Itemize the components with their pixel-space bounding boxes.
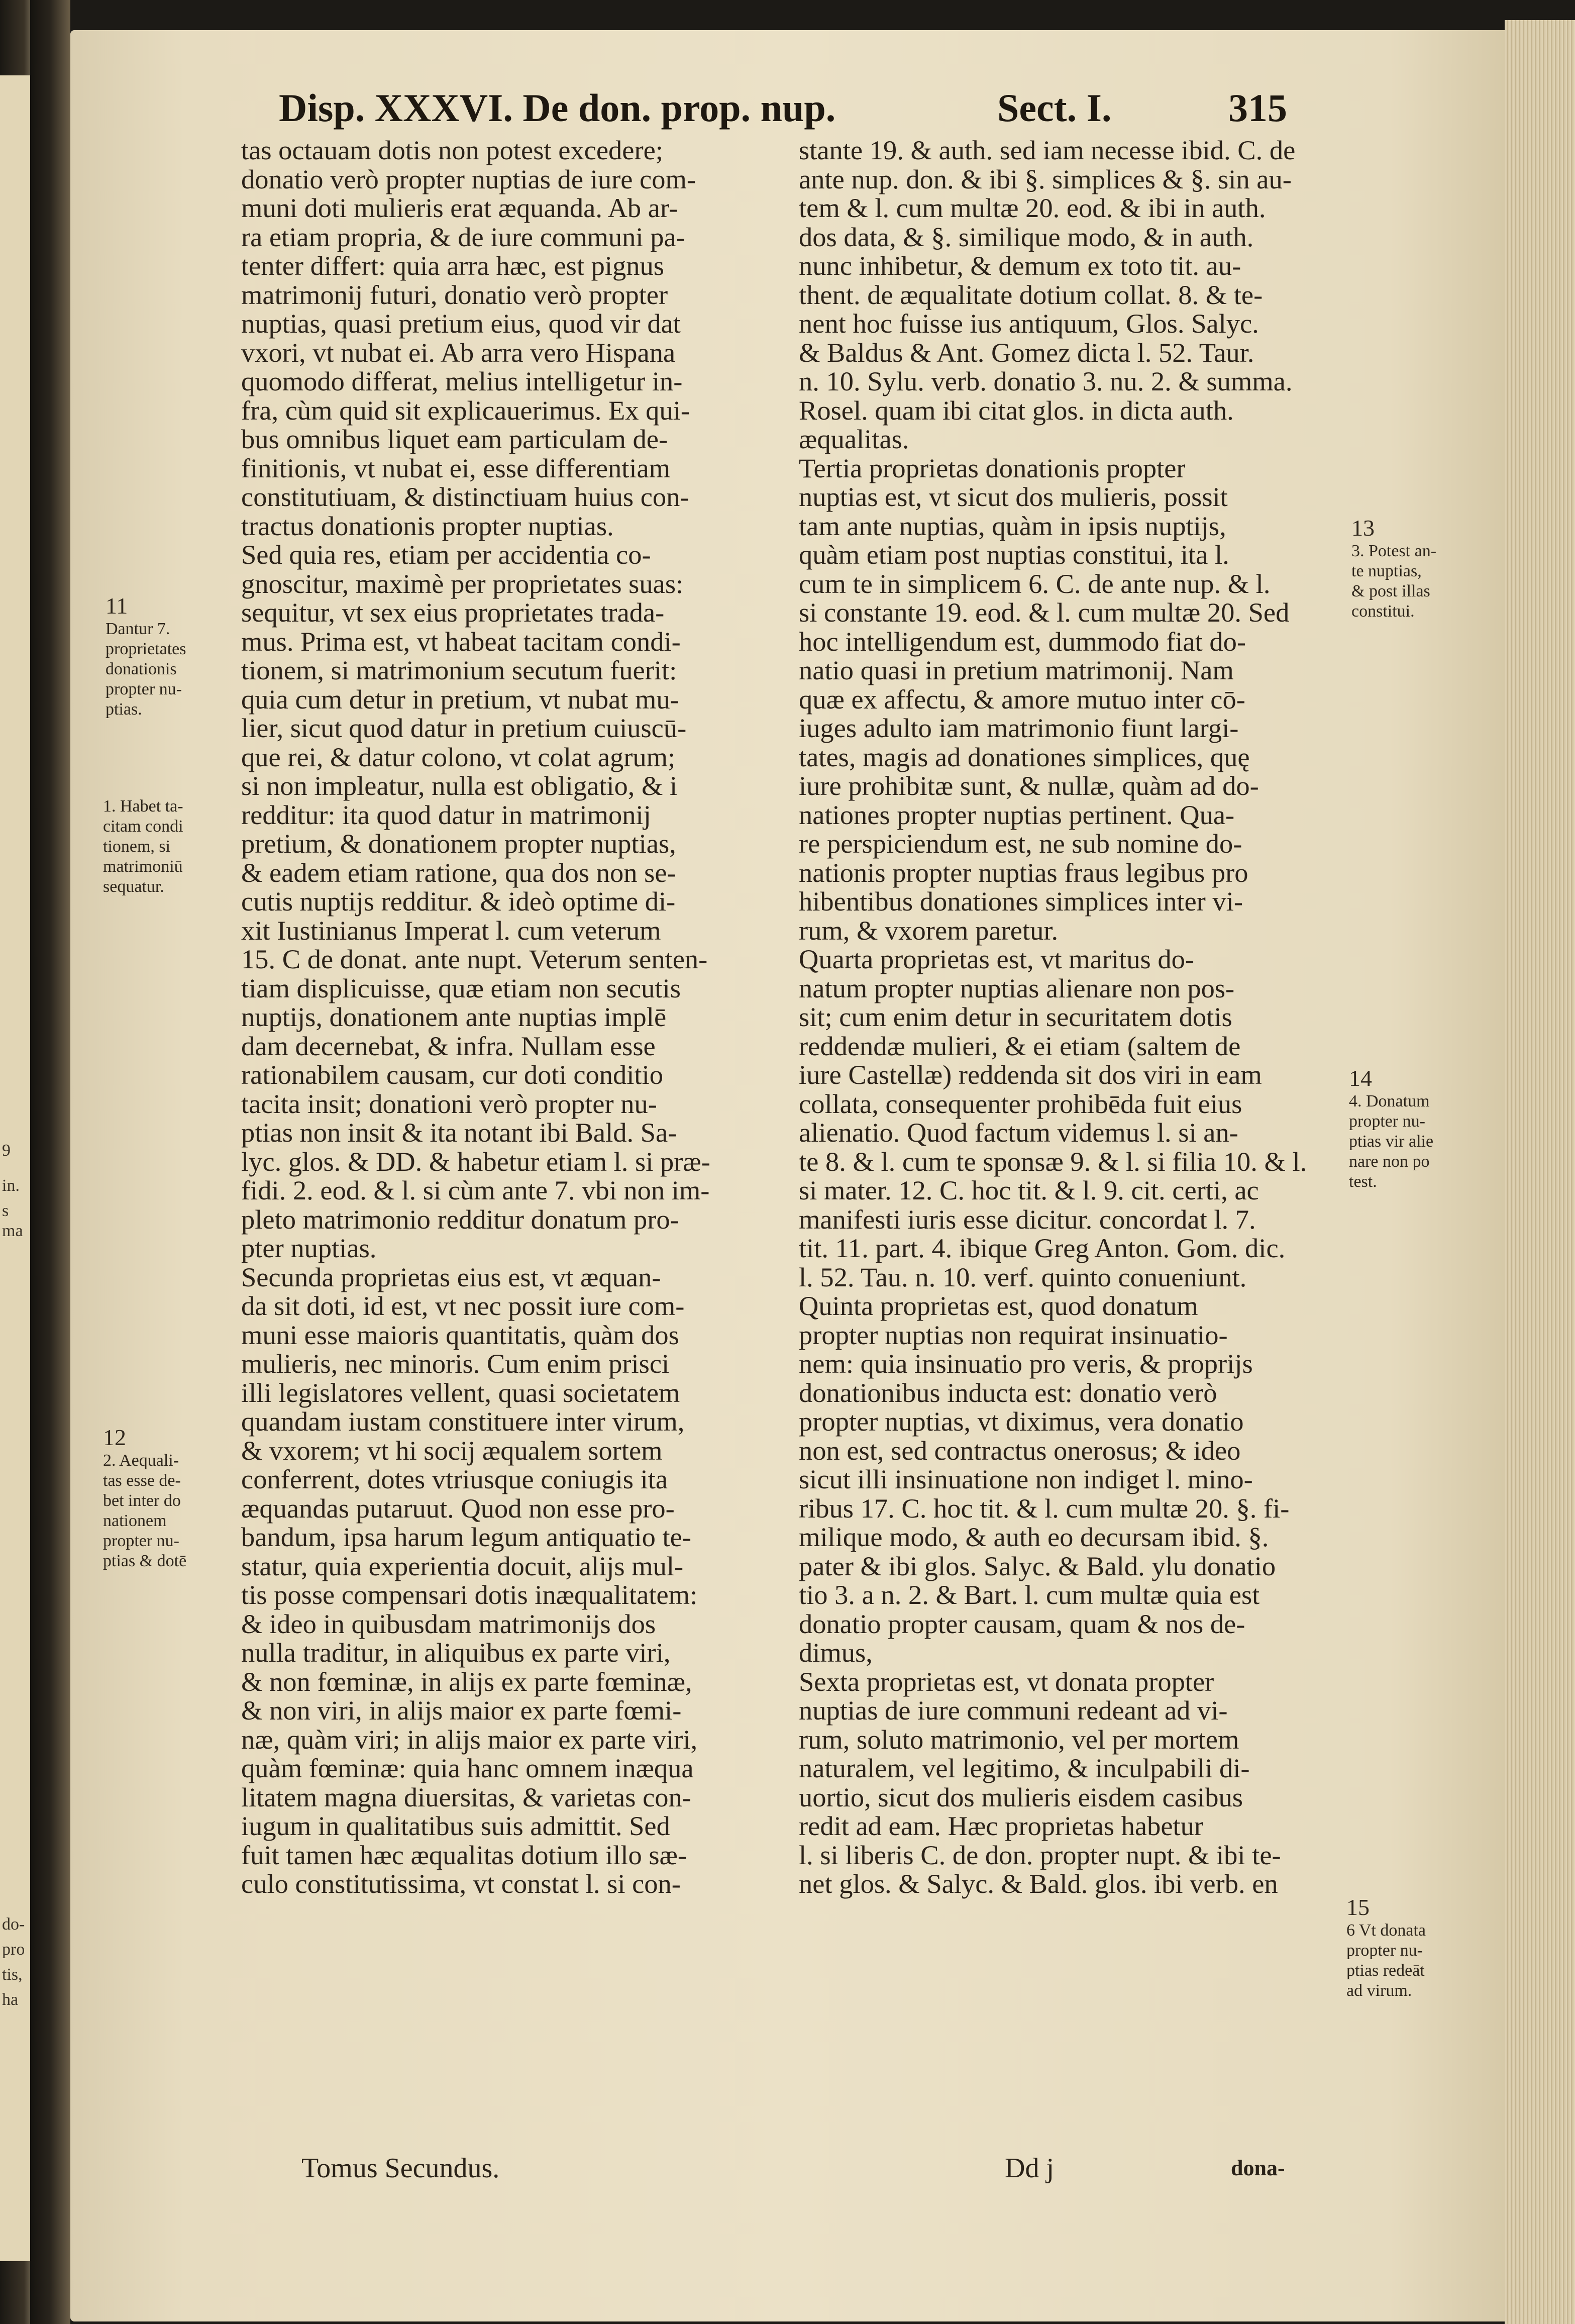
text-line: tem & l. cum multæ 20. eod. & ibi in auth. — [799, 192, 1266, 223]
text-line: ptias non insit & ita notant ibi Bald. Sa- — [241, 1117, 677, 1148]
text-line: iure Castellæ) reddenda sit dos viri in eam — [799, 1059, 1262, 1090]
text-line: finitionis, vt nubat ei, esse differentiam — [241, 452, 671, 483]
text-line: muni doti mulieris erat æquanda. Ab ar- — [241, 192, 678, 223]
text-line: muni esse maioris quantitatis, quàm dos — [241, 1319, 679, 1350]
text-line: tit. 11. part. 4. ibique Greg Anton. Gom. dic. — [799, 1233, 1286, 1263]
text-line: donatio verò propter nuptias de iure com- — [241, 163, 696, 194]
left-page-fragment: tis, — [2, 1965, 23, 1984]
margin-note-line: donationis — [106, 660, 177, 678]
text-line: que rei, & datur colono, vt colat agrum; — [241, 741, 676, 772]
margin-note-line: tionem, si — [103, 837, 171, 856]
text-line: iugum in qualitatibus suis admittit. Sed — [241, 1810, 670, 1841]
text-line: tractus donationis propter nuptias. — [241, 510, 614, 541]
text-line: tas octauam dotis non potest excedere; — [241, 135, 663, 165]
section-label: Sect. I. — [997, 86, 1112, 130]
text-line: fidi. 2. eod. & l. si cùm ante 7. vbi non im- — [241, 1175, 710, 1205]
text-line: mus. Prima est, vt habeat tacitam condi- — [241, 626, 681, 657]
running-title: Disp. XXXVI. De don. prop. nup. — [279, 86, 836, 130]
text-line: da sit doti, id est, vt nec possit iure com- — [241, 1290, 685, 1321]
text-line: nent hoc fuisse ius antiquum, Glos. Salyc. — [799, 308, 1259, 339]
margin-note-line: constitui. — [1351, 602, 1415, 621]
text-line: & Baldus & Ant. Gomez dicta l. 52. Taur. — [799, 337, 1254, 368]
text-line: vxori, vt nubat ei. Ab arra vero Hispana — [241, 337, 676, 368]
text-line: redditur: ita quod datur in matrimonij — [241, 799, 651, 830]
margin-note-line: ptias. — [106, 700, 142, 719]
text-line: Sexta proprietas est, vt donata propter — [799, 1666, 1214, 1697]
text-line: nuptias de iure communi redeant ad vi- — [799, 1695, 1228, 1726]
text-line: re perspiciendum est, ne sub nomine do- — [799, 828, 1242, 859]
text-line: pleto matrimonio redditur donatum pro- — [241, 1203, 679, 1235]
text-line: tenter differt: quia arra hæc, est pignus — [241, 250, 664, 281]
text-line: æqualitas. — [799, 424, 909, 454]
text-line: te 8. & l. cum te sponsæ 9. & l. si filia 10. & l. — [799, 1146, 1307, 1177]
text-line: 15. C de donat. ante nupt. Veterum senten- — [241, 944, 708, 974]
text-line: cutis nuptijs redditur. & ideò optime di- — [241, 886, 676, 917]
text-line: dimus, — [799, 1637, 873, 1668]
text-line: pter nuptias. — [241, 1233, 377, 1263]
text-line: mulieris, nec minoris. Cum enim prisci — [241, 1348, 670, 1379]
text-line: rum, soluto matrimonio, vel per mortem — [799, 1724, 1239, 1755]
margin-note-line: propter nu- — [103, 1532, 180, 1550]
margin-note-number: 11 — [106, 593, 128, 619]
text-line: si constante 19. eod. & l. cum multæ 20. Sed — [799, 597, 1290, 628]
text-line: tis posse compensari dotis inæqualitatem: — [241, 1579, 698, 1610]
margin-note-line: propter nu- — [1346, 1941, 1423, 1960]
margin-note-line: matrimoniū — [103, 857, 183, 876]
text-line: l. 52. Tau. n. 10. verf. quinto conueniunt. — [799, 1261, 1247, 1292]
text-line: tiam displicuisse, quæ etiam non secutis — [241, 972, 681, 1003]
text-line: iure prohibitæ sunt, & nullæ, quàm ad do- — [799, 770, 1259, 801]
margin-note-line: 3. Potest an- — [1351, 542, 1437, 560]
text-line: nulla traditur, in aliquibus ex parte viri, — [241, 1637, 671, 1668]
text-line: quàm etiam post nuptias constitui, ita l. — [799, 539, 1229, 570]
text-line: cum te in simplicem 6. C. de ante nup. & l. — [799, 568, 1271, 599]
text-line: fuit tamen hæc æqualitas dotium illo sæ- — [241, 1839, 687, 1870]
text-line: tam ante nuptias, quàm in ipsis nuptijs, — [799, 510, 1226, 541]
text-line: nunc inhibetur, & demum ex toto tit. au- — [799, 250, 1241, 281]
text-line: nuptijs, donationem ante nuptias implē — [241, 1001, 667, 1032]
text-line: propter nuptias non requirat insinuatio- — [799, 1319, 1228, 1350]
text-line: nem: quia insinuatio pro veris, & proprijs — [799, 1348, 1253, 1379]
text-line: si non impleatur, nulla est obligatio, & i — [241, 770, 678, 801]
margin-note-number: 14 — [1349, 1065, 1372, 1091]
margin-note-line: citam condi — [103, 817, 183, 836]
text-line: dos data, & §. similique modo, & in auth. — [799, 221, 1254, 252]
text-line: non est, sed contractus onerosus; & ideo — [799, 1435, 1241, 1466]
margin-note-line: 2. Aequali- — [103, 1451, 179, 1470]
text-line: tionem, si matrimonium secutum fuerit: — [241, 655, 677, 685]
text-line: fra, cùm quid sit explicauerimus. Ex qui- — [241, 394, 690, 426]
margin-note-line: & post illas — [1351, 582, 1430, 600]
text-line: reddendæ mulieri, & ei etiam (saltem de — [799, 1030, 1241, 1061]
text-line: naturalem, vel legitimo, & inculpabili di- — [799, 1753, 1250, 1783]
text-line: quomodo differat, melius intelligetur in- — [241, 366, 683, 396]
left-page-fragment: s ma — [2, 1201, 23, 1240]
page-edges — [1505, 20, 1575, 2324]
margin-note-line: ptias redeāt — [1346, 1961, 1425, 1980]
text-line: illi legislatores vellent, quasi societatem — [241, 1377, 680, 1408]
text-line: sequitur, vt sex eius proprietates trada- — [241, 597, 665, 628]
text-line: natum propter nuptias alienare non pos- — [799, 972, 1235, 1003]
left-page-fragment: 9 — [2, 1141, 11, 1160]
text-line: & non fœminæ, in alijs ex parte fœminæ, — [241, 1666, 692, 1697]
margin-note-right-14 — [1349, 1065, 1433, 1192]
text-line: collata, consequenter prohibēda fuit eius — [799, 1088, 1242, 1119]
text-line: hoc intelligendum est, dummodo fiat do- — [799, 626, 1246, 657]
margin-note-line: 6 Vt donata — [1346, 1921, 1426, 1940]
left-page-sliver — [0, 75, 30, 2261]
text-line: Quinta proprietas est, quod donatum — [799, 1290, 1198, 1321]
margin-note-number: 12 — [103, 1425, 126, 1450]
text-line: xit Iustinianus Imperat l. cum veterum — [241, 915, 661, 946]
margin-note-line: test. — [1349, 1172, 1377, 1191]
text-line: bus omnibus liquet eam particulam de- — [241, 424, 668, 454]
text-line: Quarta proprietas est, vt maritus do- — [799, 944, 1195, 974]
page-number: 315 — [1228, 86, 1287, 130]
text-line: stante 19. & auth. sed iam necesse ibid. C. de — [799, 135, 1296, 165]
text-line: sicut illi insinuatione non indiget l. mino- — [799, 1464, 1253, 1494]
text-line: pretium, & donationem propter nuptias, — [241, 828, 676, 859]
text-line: statur, quia experientia docuit, alijs mul- — [241, 1550, 684, 1581]
text-line: donationibus inducta est: donatio verò — [799, 1377, 1217, 1408]
margin-note-line: ptias & dotē — [103, 1552, 187, 1570]
text-line: alienatio. Quod factum videmus l. si an- — [799, 1117, 1238, 1148]
margin-note-line: tas esse de- — [103, 1471, 181, 1490]
margin-note-line: Dantur 7. — [106, 620, 170, 638]
left-text-column — [241, 136, 710, 1898]
margin-note-right-13 — [1351, 515, 1436, 622]
book-gutter — [30, 0, 70, 2324]
margin-note-number: 13 — [1351, 515, 1375, 541]
text-line: net glos. & Salyc. & Bald. glos. ibi verb. en — [799, 1868, 1278, 1899]
signature-mark: Dd j — [1005, 2153, 1054, 2184]
text-line: quàm fœminæ: quia hanc omnem inæqua — [241, 1753, 694, 1783]
text-line: nationis propter nuptias fraus legibus pro — [799, 857, 1248, 888]
margin-note-line: propter nu- — [106, 680, 182, 698]
text-line: thent. de æqualitate dotium collat. 8. & te- — [799, 279, 1263, 310]
text-line: Secunda proprietas eius est, vt æquan- — [241, 1261, 661, 1292]
margin-note-line: proprietates — [106, 640, 186, 658]
text-line: manifesti iuris esse dicitur. concordat l. 7. — [799, 1203, 1256, 1235]
margin-note-line: te nuptias, — [1351, 562, 1422, 580]
text-line: Tertia proprietas donationis propter — [799, 452, 1186, 483]
text-line: lier, sicut quod datur in pretium cuiuscū- — [241, 713, 687, 743]
text-line: uortio, sicut dos mulieris eisdem casibus — [799, 1781, 1243, 1812]
text-line: lyc. glos. & DD. & habetur etiam l. si præ- — [241, 1146, 710, 1177]
text-line: ribus 17. C. hoc tit. & l. cum multæ 20. §. fi- — [799, 1492, 1290, 1524]
text-line: Sed quia res, etiam per accidentia co- — [241, 539, 651, 570]
text-line: tates, magis ad donationes simplices, quę — [799, 741, 1250, 772]
margin-note-line: propter nu- — [1349, 1112, 1426, 1131]
text-line: donatio propter causam, quam & nos de- — [799, 1608, 1245, 1639]
left-page-fragment: ha — [2, 1990, 19, 2009]
margin-note-line: nare non po — [1349, 1152, 1430, 1171]
text-line: æquandas putaruut. Quod non esse pro- — [241, 1492, 675, 1524]
text-line: gnoscitur, maximè per proprietates suas: — [241, 568, 684, 599]
text-line: rationabilem causam, cur doti conditio — [241, 1059, 663, 1090]
margin-note-left-11 — [106, 593, 186, 720]
text-line: rum, & vxorem paretur. — [799, 915, 1059, 946]
text-line: quandam iustam constituere inter virum, — [241, 1406, 685, 1437]
text-line: l. si liberis C. de don. propter nupt. & ibi te- — [799, 1839, 1281, 1870]
text-line: iuges adulto iam matrimonio fiunt largi- — [799, 713, 1239, 743]
left-page-fragment: pro — [2, 1940, 25, 1959]
text-line: tio 3. a n. 2. & Bart. l. cum multæ quia est — [799, 1579, 1260, 1610]
margin-note-line: nationem — [103, 1511, 167, 1530]
margin-note-left-condition — [103, 796, 183, 897]
margin-note-number: 15 — [1346, 1894, 1370, 1920]
margin-note-line: 4. Donatum — [1349, 1092, 1430, 1110]
text-line: milique modo, & auth eo decursam ibid. §. — [799, 1522, 1269, 1552]
text-line: quæ ex affectu, & amore mutuo inter cō- — [799, 683, 1245, 715]
text-line: si mater. 12. C. hoc tit. & l. 9. cit. certi, ac — [799, 1175, 1259, 1205]
text-line: ante nup. don. & ibi §. simplices & §. sin au- — [799, 163, 1292, 194]
text-line: matrimonij futuri, donatio verò propter — [241, 279, 668, 310]
margin-note-line: ad virum. — [1346, 1981, 1412, 2000]
text-line: ra etiam propria, & de iure communi pa- — [241, 221, 685, 252]
text-line: pater & ibi glos. Salyc. & Bald. ylu donatio — [799, 1550, 1276, 1581]
text-line: & eadem etiam ratione, qua dos non se- — [241, 857, 676, 888]
text-line: litatem magna diuersitas, & varietas con- — [241, 1781, 691, 1812]
text-line: nuptias, quasi pretium eius, quod vir dat — [241, 308, 681, 339]
text-line: n. 10. Sylu. verb. donatio 3. nu. 2. & summa. — [799, 366, 1293, 396]
left-page-fragment: do- — [2, 1915, 25, 1934]
text-line: næ, quàm viri; in alijs maior ex parte viri, — [241, 1724, 698, 1755]
tome-label: Tomus Secundus. — [301, 2153, 500, 2184]
margin-note-line: 1. Habet ta- — [103, 797, 183, 816]
left-page-fragment: in. — [2, 1176, 20, 1195]
text-line: propter nuptias, vt diximus, vera donatio — [799, 1406, 1244, 1437]
margin-note-line: bet inter do — [103, 1491, 181, 1510]
text-line: & ideo in quibusdam matrimonijs dos — [241, 1608, 656, 1639]
text-line: nationes propter nuptias pertinent. Qua- — [799, 799, 1235, 830]
right-text-column — [799, 136, 1307, 1898]
text-line: natio quasi in pretium matrimonij. Nam — [799, 655, 1234, 685]
text-line: sit; cum enim detur in securitatem dotis — [799, 1001, 1232, 1032]
text-line: constitutiuam, & distinctiuam huius con- — [241, 481, 689, 512]
text-line: & non viri, in alijs maior ex parte fœmi- — [241, 1695, 682, 1726]
margin-note-left-12 — [103, 1425, 186, 1571]
text-line: dam decernebat, & infra. Nullam esse — [241, 1030, 656, 1061]
text-line: & vxorem; vt hi socij æqualem sortem — [241, 1435, 663, 1466]
text-line: hibentibus donationes simplices inter vi- — [799, 886, 1243, 917]
catchword: dona- — [1231, 2156, 1285, 2180]
text-line: conferrent, dotes vtriusque coniugis ita — [241, 1464, 668, 1494]
text-line: nuptias est, vt sicut dos mulieris, possit — [799, 481, 1228, 512]
text-line: culo constitutissima, vt constat l. si con- — [241, 1868, 681, 1899]
text-line: redit ad eam. Hæc proprietas habetur — [799, 1810, 1204, 1841]
text-line: quia cum detur in pretium, vt nubat mu- — [241, 683, 679, 715]
margin-note-line: sequatur. — [103, 877, 164, 896]
margin-note-line: ptias vir alie — [1349, 1132, 1434, 1151]
text-line: Rosel. quam ibi citat glos. in dicta auth. — [799, 394, 1234, 426]
text-line: tacita insit; donationi verò propter nu- — [241, 1088, 657, 1119]
text-line: bandum, ipsa harum legum antiquatio te- — [241, 1522, 692, 1552]
margin-note-right-15 — [1346, 1894, 1426, 2001]
